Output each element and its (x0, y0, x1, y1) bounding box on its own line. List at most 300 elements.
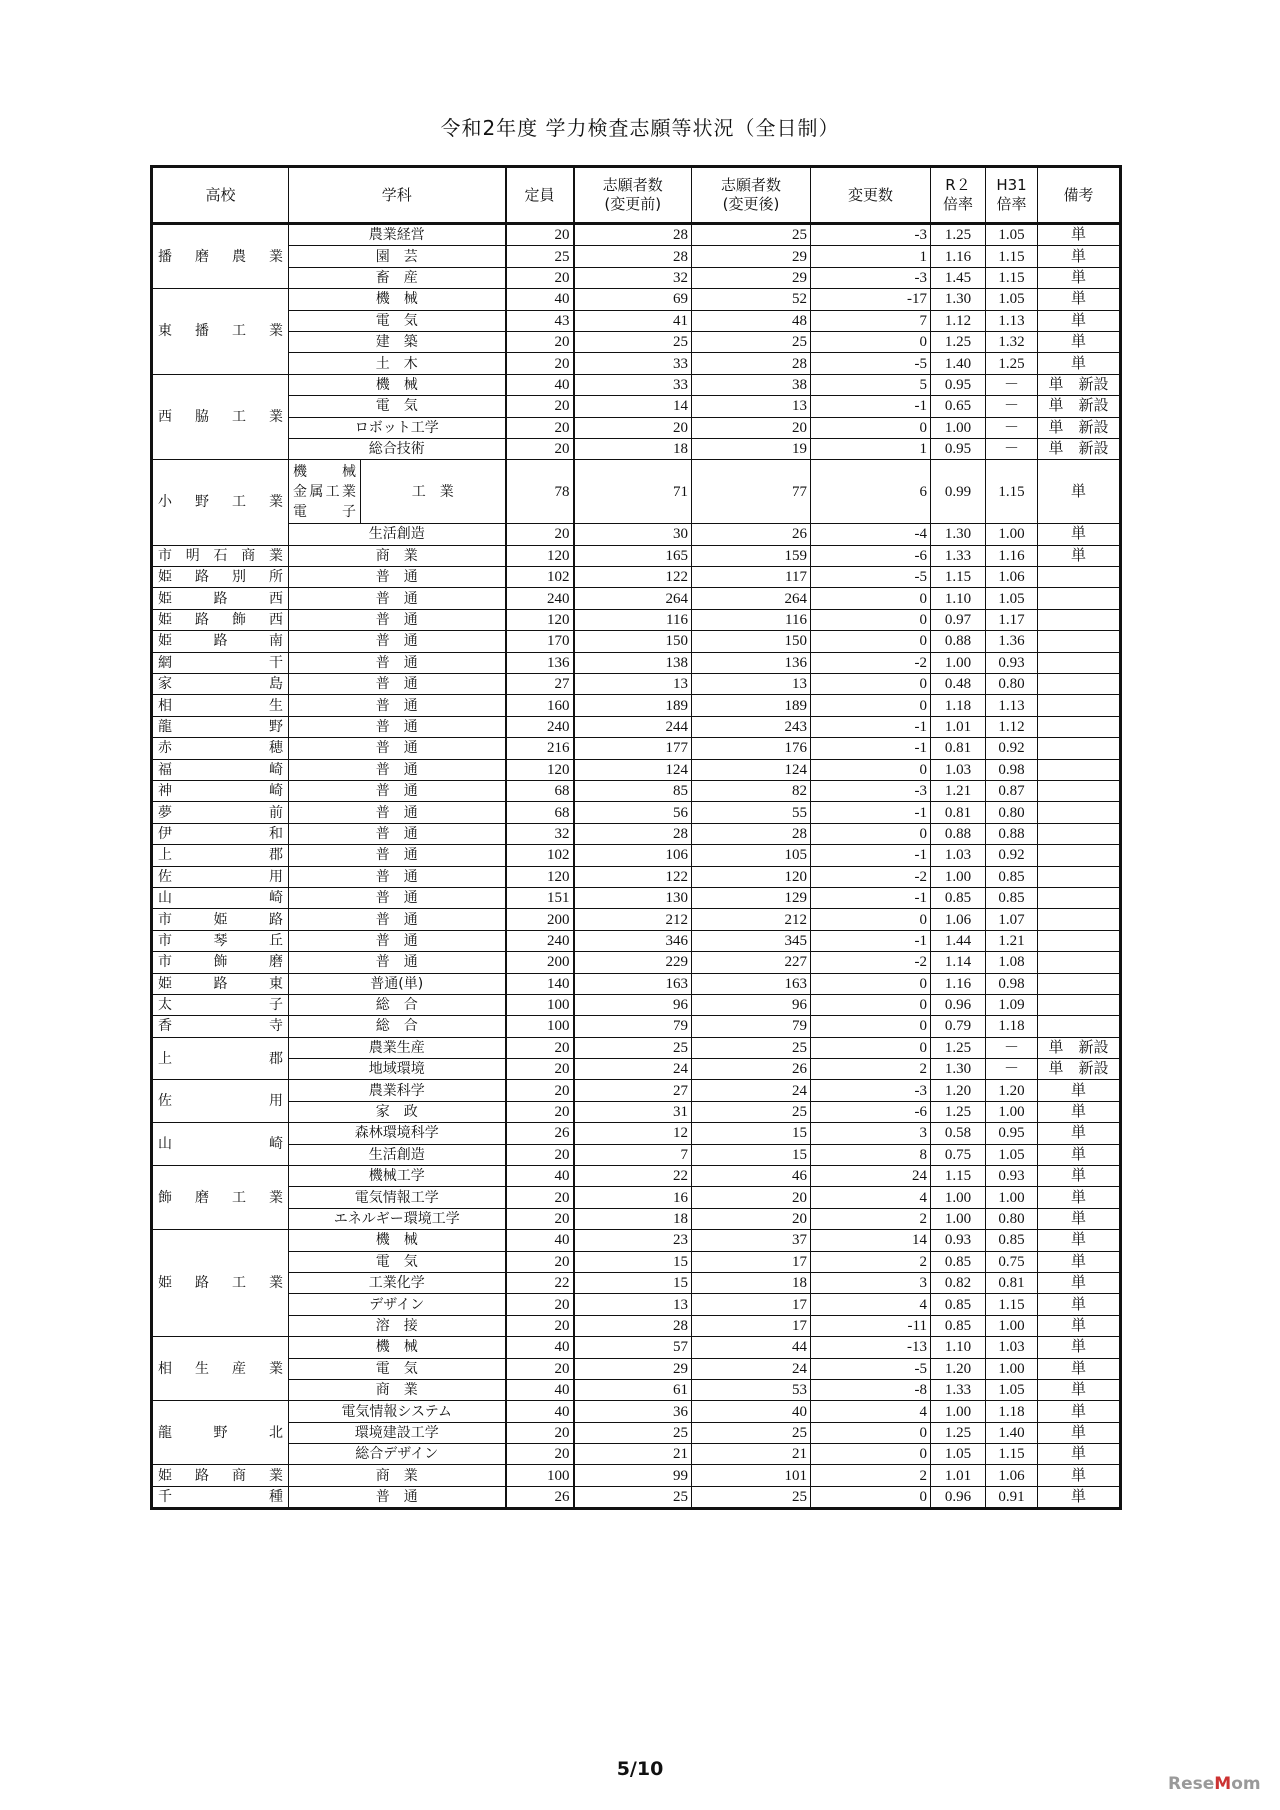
change-cell: -3 (811, 780, 931, 801)
r2-cell: 0.48 (931, 674, 986, 695)
after-cell: 29 (692, 267, 811, 288)
table-row (152, 545, 1121, 566)
change-cell: 8 (811, 1144, 931, 1165)
note-cell (1038, 780, 1121, 801)
h31-cell: 1.21 (986, 930, 1038, 951)
change-cell: 24 (811, 1166, 931, 1187)
table-row (152, 310, 1121, 331)
after-cell: 17 (692, 1251, 811, 1272)
change-cell: -3 (811, 1080, 931, 1101)
school-name: 上郡 (152, 1037, 289, 1080)
course-name: 電 気 (289, 1251, 506, 1272)
before-cell: 27 (574, 1080, 692, 1101)
course-name: ロボット工学 (289, 417, 506, 438)
table-row (152, 1123, 1121, 1144)
r2-cell: 0.81 (931, 738, 986, 759)
course-name: 普 通 (289, 802, 506, 823)
before-cell: 57 (574, 1337, 692, 1358)
table-row (152, 1358, 1121, 1379)
change-cell: 6 (811, 460, 931, 524)
capacity-cell: 20 (506, 438, 574, 459)
r2-cell: 1.30 (931, 1059, 986, 1080)
capacity-cell: 102 (506, 567, 574, 588)
r2-cell: 0.58 (931, 1123, 986, 1144)
table-row (152, 994, 1121, 1015)
before-cell: 163 (574, 973, 692, 994)
capacity-cell: 40 (506, 1230, 574, 1251)
before-cell: 122 (574, 567, 692, 588)
r2-cell: 1.10 (931, 588, 986, 609)
before-cell: 41 (574, 310, 692, 331)
school-name: 相生 (152, 695, 289, 716)
before-cell: 14 (574, 396, 692, 417)
application-status-table (150, 165, 1122, 1510)
after-cell: 189 (692, 695, 811, 716)
before-cell: 25 (574, 1422, 692, 1443)
note-cell: 単 (1038, 460, 1121, 524)
school-name: 相生産業 (152, 1337, 289, 1401)
h31-cell: － (986, 1037, 1038, 1058)
r2-cell: 1.01 (931, 1465, 986, 1486)
capacity-cell: 20 (506, 1444, 574, 1465)
before-cell: 244 (574, 716, 692, 737)
course-name: 機 械 (289, 1337, 506, 1358)
capacity-cell: 25 (506, 246, 574, 267)
after-cell: 25 (692, 224, 811, 246)
header-course: 学科 (289, 167, 506, 224)
h31-cell: 1.05 (986, 289, 1038, 310)
table-row (152, 460, 1121, 524)
before-cell: 85 (574, 780, 692, 801)
course-name: 電 気 (289, 1358, 506, 1379)
note-cell: 単 (1038, 1101, 1121, 1122)
before-cell: 165 (574, 545, 692, 566)
course-name: エネルギー環境工学 (289, 1208, 506, 1229)
before-cell: 229 (574, 952, 692, 973)
change-cell: -5 (811, 1358, 931, 1379)
note-cell (1038, 994, 1121, 1015)
change-cell: 0 (811, 417, 931, 438)
school-name: 龍野北 (152, 1401, 289, 1465)
before-cell: 30 (574, 524, 692, 545)
h31-cell: 1.32 (986, 331, 1038, 352)
r2-cell: 1.06 (931, 909, 986, 930)
school-name: 姫路東 (152, 973, 289, 994)
capacity-cell: 27 (506, 674, 574, 695)
school-name: 佐用 (152, 866, 289, 887)
h31-cell: 1.05 (986, 588, 1038, 609)
r2-cell: 1.25 (931, 1101, 986, 1122)
change-cell: -3 (811, 267, 931, 288)
change-cell: 7 (811, 310, 931, 331)
after-cell: 28 (692, 823, 811, 844)
r2-cell: 1.44 (931, 930, 986, 951)
before-cell: 150 (574, 631, 692, 652)
h31-cell: 0.85 (986, 1230, 1038, 1251)
r2-cell: 1.25 (931, 1422, 986, 1443)
r2-cell: 0.97 (931, 609, 986, 630)
course-name: 畜 産 (289, 267, 506, 288)
school-name: 赤穂 (152, 738, 289, 759)
course-name: 電 気 (289, 396, 506, 417)
table-row (152, 866, 1121, 887)
change-cell: -1 (811, 802, 931, 823)
after-cell: 25 (692, 1101, 811, 1122)
h31-cell: 1.13 (986, 310, 1038, 331)
watermark-logo: ReseMom (1168, 1774, 1261, 1794)
h31-cell: 1.15 (986, 1444, 1038, 1465)
course-name: 総 合 (289, 994, 506, 1015)
course-name: 農業科学 (289, 1080, 506, 1101)
course-name: 機 械 (289, 1230, 506, 1251)
capacity-cell: 240 (506, 716, 574, 737)
course-name: 普通(単) (289, 973, 506, 994)
r2-cell: 0.82 (931, 1272, 986, 1293)
course-name: 普 通 (289, 759, 506, 780)
subcourse-name: 金属工業 (293, 483, 356, 500)
after-cell: 24 (692, 1080, 811, 1101)
table-row (152, 438, 1121, 459)
course-name: 工業化学 (289, 1272, 506, 1293)
course-name: 電気情報システム (289, 1401, 506, 1422)
note-cell (1038, 631, 1121, 652)
after-cell: 20 (692, 1208, 811, 1229)
note-cell: 単 (1038, 524, 1121, 545)
school-name: 市飾磨 (152, 952, 289, 973)
change-cell: 0 (811, 609, 931, 630)
after-cell: 15 (692, 1144, 811, 1165)
change-cell: 0 (811, 909, 931, 930)
capacity-cell: 120 (506, 609, 574, 630)
change-cell: -11 (811, 1315, 931, 1336)
note-cell (1038, 588, 1121, 609)
change-cell: 5 (811, 374, 931, 395)
before-cell: 346 (574, 930, 692, 951)
course-name: 建 築 (289, 331, 506, 352)
before-cell: 71 (574, 460, 692, 524)
course-name: 総合技術 (289, 438, 506, 459)
capacity-cell: 20 (506, 224, 574, 246)
school-name: 神崎 (152, 780, 289, 801)
note-cell: 単 (1038, 310, 1121, 331)
capacity-cell: 20 (506, 524, 574, 545)
course-name: 普 通 (289, 695, 506, 716)
before-cell: 32 (574, 267, 692, 288)
before-cell: 28 (574, 823, 692, 844)
change-cell: 0 (811, 1016, 931, 1037)
capacity-cell: 151 (506, 887, 574, 908)
after-cell: 79 (692, 1016, 811, 1037)
change-cell: 2 (811, 1059, 931, 1080)
h31-cell: 1.08 (986, 952, 1038, 973)
r2-cell: 0.96 (931, 1486, 986, 1508)
table-row (152, 224, 1121, 246)
table-row (152, 396, 1121, 417)
table-row (152, 1444, 1121, 1465)
course-name: 普 通 (289, 909, 506, 930)
before-cell: 18 (574, 1208, 692, 1229)
change-cell: 14 (811, 1230, 931, 1251)
note-cell (1038, 930, 1121, 951)
note-cell (1038, 695, 1121, 716)
before-cell: 22 (574, 1166, 692, 1187)
note-cell: 単 (1038, 1166, 1121, 1187)
course-name: 普 通 (289, 887, 506, 908)
course-name: 溶 接 (289, 1315, 506, 1336)
h31-cell: 0.85 (986, 887, 1038, 908)
capacity-cell: 32 (506, 823, 574, 844)
header-applicants-before: 志願者数 (変更前) (574, 167, 692, 224)
r2-cell: 0.85 (931, 1251, 986, 1272)
before-cell: 18 (574, 438, 692, 459)
after-cell: 40 (692, 1401, 811, 1422)
course-name: 機械工学 (289, 1166, 506, 1187)
capacity-cell: 20 (506, 1080, 574, 1101)
r2-cell: 1.20 (931, 1080, 986, 1101)
capacity-cell: 120 (506, 866, 574, 887)
table-row (152, 1059, 1121, 1080)
note-cell: 単 (1038, 1080, 1121, 1101)
note-cell: 単 (1038, 246, 1121, 267)
capacity-cell: 200 (506, 952, 574, 973)
course-name: 電気情報工学 (289, 1187, 506, 1208)
course-name: 商 業 (289, 1465, 506, 1486)
change-cell: -17 (811, 289, 931, 310)
course-name: 園 芸 (289, 246, 506, 267)
table-row (152, 1101, 1121, 1122)
school-name: 市姫路 (152, 909, 289, 930)
header-capacity: 定員 (506, 167, 574, 224)
capacity-cell: 120 (506, 545, 574, 566)
table-row (152, 1294, 1121, 1315)
h31-cell: － (986, 374, 1038, 395)
before-cell: 21 (574, 1444, 692, 1465)
table-row (152, 674, 1121, 695)
after-cell: 176 (692, 738, 811, 759)
after-cell: 26 (692, 1059, 811, 1080)
r2-cell: 1.33 (931, 1379, 986, 1400)
course-name: 生活創造 (289, 524, 506, 545)
table-row (152, 588, 1121, 609)
change-cell: -1 (811, 930, 931, 951)
h31-cell: 1.03 (986, 1337, 1038, 1358)
change-cell: 2 (811, 1465, 931, 1486)
table-row (152, 716, 1121, 737)
capacity-cell: 100 (506, 994, 574, 1015)
change-cell: 2 (811, 1208, 931, 1229)
after-cell: 26 (692, 524, 811, 545)
h31-cell: 0.92 (986, 845, 1038, 866)
change-cell: 4 (811, 1294, 931, 1315)
change-cell: 0 (811, 674, 931, 695)
note-cell (1038, 952, 1121, 973)
r2-cell: 1.00 (931, 1208, 986, 1229)
r2-cell: 1.10 (931, 1337, 986, 1358)
header-r2-ratio: R２ 倍率 (931, 167, 986, 224)
school-name: 夢前 (152, 802, 289, 823)
table-row (152, 567, 1121, 588)
table-row (152, 952, 1121, 973)
after-cell: 101 (692, 1465, 811, 1486)
table-row (152, 1486, 1121, 1508)
table-row (152, 631, 1121, 652)
before-cell: 25 (574, 331, 692, 352)
capacity-cell: 160 (506, 695, 574, 716)
r2-cell: 1.00 (931, 1401, 986, 1422)
table-header-row (152, 167, 1121, 224)
course-name: 機 械 (289, 374, 506, 395)
r2-cell: 1.40 (931, 353, 986, 374)
change-cell: 2 (811, 1251, 931, 1272)
table-row (152, 1208, 1121, 1229)
before-cell: 79 (574, 1016, 692, 1037)
table-row (152, 1016, 1121, 1037)
after-cell: 136 (692, 652, 811, 673)
change-cell: -2 (811, 866, 931, 887)
before-cell: 23 (574, 1230, 692, 1251)
h31-cell: 1.16 (986, 545, 1038, 566)
after-cell: 55 (692, 802, 811, 823)
after-cell: 117 (692, 567, 811, 588)
school-name: 福崎 (152, 759, 289, 780)
change-cell: -2 (811, 952, 931, 973)
note-cell: 単 新設 (1038, 1037, 1121, 1058)
course-name: 地域環境 (289, 1059, 506, 1080)
note-cell: 単 (1038, 1358, 1121, 1379)
note-cell: 単 (1038, 1422, 1121, 1443)
r2-cell: 1.15 (931, 567, 986, 588)
after-cell: 25 (692, 1486, 811, 1508)
r2-cell: 1.01 (931, 716, 986, 737)
change-cell: -3 (811, 224, 931, 246)
school-name: 姫路西 (152, 588, 289, 609)
after-cell: 264 (692, 588, 811, 609)
capacity-cell: 22 (506, 1272, 574, 1293)
h31-cell: 1.12 (986, 716, 1038, 737)
r2-cell: 0.79 (931, 1016, 986, 1037)
r2-cell: 1.30 (931, 289, 986, 310)
r2-cell: 0.95 (931, 374, 986, 395)
after-cell: 24 (692, 1358, 811, 1379)
after-cell: 44 (692, 1337, 811, 1358)
table-row (152, 609, 1121, 630)
h31-cell: 1.36 (986, 631, 1038, 652)
note-cell: 単 (1038, 267, 1121, 288)
capacity-cell: 200 (506, 909, 574, 930)
capacity-cell: 240 (506, 588, 574, 609)
table-row (152, 374, 1121, 395)
change-cell: -8 (811, 1379, 931, 1400)
capacity-cell: 100 (506, 1465, 574, 1486)
note-cell: 単 (1038, 1401, 1121, 1422)
h31-cell: 1.40 (986, 1422, 1038, 1443)
after-cell: 345 (692, 930, 811, 951)
before-cell: 69 (574, 289, 692, 310)
page-number: 5/10 (616, 1758, 664, 1780)
note-cell: 単 新設 (1038, 374, 1121, 395)
capacity-cell: 20 (506, 396, 574, 417)
note-cell: 単 (1038, 289, 1121, 310)
table-row (152, 738, 1121, 759)
school-name: 小野工業 (152, 460, 289, 545)
before-cell: 116 (574, 609, 692, 630)
capacity-cell: 136 (506, 652, 574, 673)
r2-cell: 1.03 (931, 759, 986, 780)
r2-cell: 0.88 (931, 631, 986, 652)
capacity-cell: 20 (506, 1251, 574, 1272)
before-cell: 31 (574, 1101, 692, 1122)
before-cell: 15 (574, 1251, 692, 1272)
change-cell: -4 (811, 524, 931, 545)
h31-cell: 1.05 (986, 1379, 1038, 1400)
before-cell: 56 (574, 802, 692, 823)
school-name: 太子 (152, 994, 289, 1015)
course-name: 土 木 (289, 353, 506, 374)
capacity-cell: 140 (506, 973, 574, 994)
note-cell: 単 (1038, 1230, 1121, 1251)
course-name: 電 気 (289, 310, 506, 331)
after-cell: 28 (692, 353, 811, 374)
course-name: 普 通 (289, 674, 506, 695)
note-cell: 単 (1038, 331, 1121, 352)
course-name: 普 通 (289, 631, 506, 652)
table-row (152, 1037, 1121, 1058)
course-name: 普 通 (289, 652, 506, 673)
after-cell: 15 (692, 1123, 811, 1144)
course-name: 普 通 (289, 823, 506, 844)
note-cell: 単 (1038, 1208, 1121, 1229)
note-cell (1038, 909, 1121, 930)
change-cell: 4 (811, 1187, 931, 1208)
after-cell: 25 (692, 1422, 811, 1443)
note-cell (1038, 759, 1121, 780)
table-row (152, 973, 1121, 994)
change-cell: 0 (811, 631, 931, 652)
course-name: 商 業 (289, 1379, 506, 1400)
after-cell: 19 (692, 438, 811, 459)
r2-cell: 1.00 (931, 1187, 986, 1208)
before-cell: 13 (574, 1294, 692, 1315)
before-cell: 15 (574, 1272, 692, 1293)
school-name: 姫路別所 (152, 567, 289, 588)
h31-cell: 1.00 (986, 1101, 1038, 1122)
before-cell: 7 (574, 1144, 692, 1165)
h31-cell: 1.15 (986, 460, 1038, 524)
h31-cell: 1.15 (986, 267, 1038, 288)
capacity-cell: 20 (506, 1037, 574, 1058)
before-cell: 189 (574, 695, 692, 716)
before-cell: 28 (574, 224, 692, 246)
before-cell: 25 (574, 1037, 692, 1058)
after-cell: 13 (692, 396, 811, 417)
subcourse-name: 機 械 (293, 463, 356, 480)
before-cell: 28 (574, 1315, 692, 1336)
h31-cell: 1.15 (986, 246, 1038, 267)
h31-cell: 0.88 (986, 823, 1038, 844)
header-applicants-after: 志願者数 (変更後) (692, 167, 811, 224)
note-cell (1038, 652, 1121, 673)
change-cell: 0 (811, 823, 931, 844)
note-cell: 単 (1038, 1315, 1121, 1336)
h31-cell: 0.75 (986, 1251, 1038, 1272)
header-school: 高校 (152, 167, 289, 224)
h31-cell: 0.95 (986, 1123, 1038, 1144)
after-cell: 243 (692, 716, 811, 737)
after-cell: 17 (692, 1315, 811, 1336)
r2-cell: 1.16 (931, 973, 986, 994)
h31-cell: 1.18 (986, 1016, 1038, 1037)
change-cell: 0 (811, 331, 931, 352)
